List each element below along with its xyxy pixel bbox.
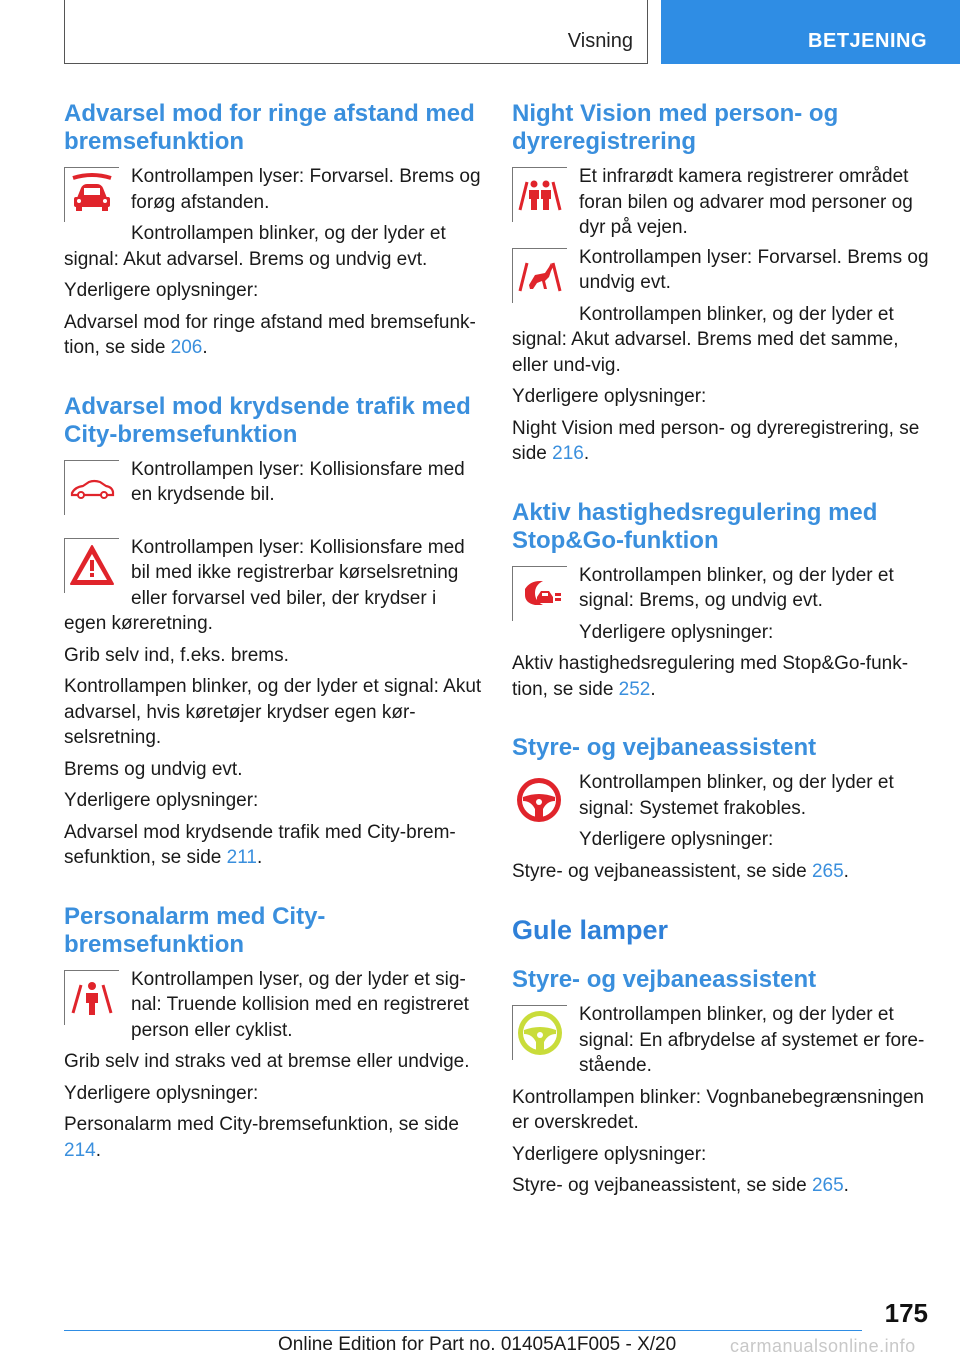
- crossing-car-icon: [64, 460, 119, 515]
- section-person-alarm: [64, 903, 482, 1164]
- section-distance-warning: [64, 100, 482, 361]
- paragraph: Kontrollampen blinker: Vognbanebegrænsningen er overskredet.: [512, 1086, 924, 1133]
- page-link[interactable]: 216: [552, 443, 584, 464]
- section-night-vision: [512, 100, 930, 467]
- section-steering-assistant-red: [512, 734, 930, 884]
- paragraph: Personalarm med City-bremsefunktion, se side 214.: [64, 1114, 459, 1161]
- section-title: Advarsel mod for ringe afstand med bremsefunktion: [64, 100, 475, 155]
- footer-edition: Online Edition for Part no. 01405A1F005 - X/20: [278, 1334, 677, 1355]
- warning-triangle-icon: [64, 538, 119, 593]
- person-warning-icon: [64, 970, 119, 1025]
- paragraph: Styre- og vejbaneassistent, se side 265.: [512, 1175, 849, 1196]
- paragraph: Et infrarødt kamera registrerer området foran bilen og advarer mod personer og dyr på vejen.: [579, 166, 913, 238]
- paragraph: Yderligere oplysninger:: [64, 280, 259, 301]
- paragraph: Yderligere oplysninger:: [512, 386, 707, 407]
- section-steering-assistant-yellow: [512, 966, 930, 1199]
- page-number: 175: [884, 1298, 928, 1328]
- page-link[interactable]: 252: [618, 678, 651, 700]
- paragraph: Kontrollampen lyser, og der lyder et sig-nal: Truende kollision med en registreret person eller cyklist.: [131, 968, 469, 1041]
- paragraph: Yderligere oplysninger:: [64, 790, 259, 811]
- right-column: [512, 100, 930, 1199]
- paragraph: Grib selv ind, f.eks. brems.: [64, 644, 289, 666]
- left-column: [64, 100, 482, 1163]
- steering-wheel-red-icon: [512, 773, 567, 828]
- page-link[interactable]: 206: [170, 337, 203, 358]
- header-section-box: [64, 0, 648, 64]
- paragraph: Kontrollampen lyser: Kollisionsfare med bil med ikke registrerbar kørselsretning eller forvarsel ved biler, der krydser i egen køreretning.: [64, 536, 465, 634]
- car-distance-warning-icon: [64, 167, 119, 222]
- paragraph: Kontrollampen blinker, og der lyder et signal: Systemet frakobles.: [579, 772, 894, 819]
- paragraph: Kontrollampen lyser: Forvarsel. Brems og forøg afstanden.: [131, 166, 481, 213]
- header-section-label: Visning: [567, 30, 633, 52]
- section-title: Styre- og vejbaneassistent: [512, 966, 817, 993]
- paragraph: Night Vision med person- og dyreregistrering, se side 216.: [512, 417, 920, 464]
- paragraph: Kontrollampen lyser: Forvarsel. Brems og undvig evt.: [579, 246, 929, 293]
- paragraph: Yderligere oplysninger:: [512, 1143, 707, 1165]
- paragraph: Styre- og vejbaneassistent, se side 265.: [512, 860, 849, 882]
- page-link[interactable]: 214: [64, 1139, 96, 1161]
- section-active-cruise: [512, 499, 930, 703]
- section-title: Styre- og vejbaneassistent: [512, 734, 817, 761]
- paragraph: Aktiv hastighedsregulering med Stop&Go-funk-tion, se side 252.: [512, 653, 909, 700]
- paragraph: Kontrollampen blinker, og der lyder et signal: Akut advarsel. Brems med det samme, eller und-vig.: [512, 303, 899, 376]
- paragraph: Yderligere oplysninger:: [579, 829, 774, 850]
- paragraph: Yderligere oplysninger:: [579, 621, 774, 643]
- cruise-warning-icon: [512, 566, 567, 621]
- paragraph: Yderligere oplysninger:: [64, 1082, 259, 1104]
- paragraph: Kontrollampen blinker, og der lyder et signal: Akut advarsel. Brems og undvig evt.: [64, 223, 446, 270]
- section-title: Advarsel mod krydsende trafik med City-bremsefunktion: [64, 392, 471, 448]
- pedestrians-icon: [512, 167, 567, 222]
- header-chapter-label: BETJENING: [808, 30, 927, 52]
- chapter-heading-yellow-lamps: Gule lamper: [512, 915, 669, 945]
- steering-wheel-yellow-icon: [512, 1005, 567, 1060]
- page-link[interactable]: 211: [226, 847, 257, 868]
- deer-warning-icon: [512, 248, 567, 303]
- paragraph: Kontrollampen blinker, og der lyder et signal: Brems, og undvig evt.: [579, 564, 894, 611]
- paragraph: Brems og undvig evt.: [64, 758, 243, 780]
- section-title: Personalarm med City-bremsefunktion: [64, 902, 326, 958]
- footer-divider: [64, 1330, 862, 1331]
- paragraph: Kontrollampen blinker, og der lyder et signal: En afbrydelse af systemet er fore-stående.: [579, 1004, 925, 1076]
- section-title: Night Vision med person- og dyreregistrering: [512, 100, 839, 155]
- section-title: Aktiv hastighedsregulering med Stop&Go-funktion: [512, 498, 878, 554]
- page-link[interactable]: 265: [811, 1175, 844, 1196]
- paragraph: Kontrollampen lyser: Kollisionsfare med en krydsende bil.: [131, 458, 465, 505]
- paragraph: Grib selv ind straks ved at bremse eller undvige.: [64, 1051, 470, 1072]
- paragraph: Kontrollampen blinker, og der lyder et signal: Akut advarsel, hvis køretøjer krydser egen kør-selsretning.: [64, 676, 482, 748]
- page-link[interactable]: 265: [811, 860, 844, 882]
- section-cross-traffic: [64, 393, 482, 871]
- header-chapter-tab: [661, 0, 960, 64]
- paragraph: Advarsel mod krydsende trafik med City-brem-sefunktion, se side 211.: [64, 821, 456, 868]
- paragraph: Advarsel mod for ringe afstand med bremsefunk-tion, se side 206.: [64, 311, 476, 358]
- watermark: carmanualsonline.info: [730, 1336, 916, 1356]
